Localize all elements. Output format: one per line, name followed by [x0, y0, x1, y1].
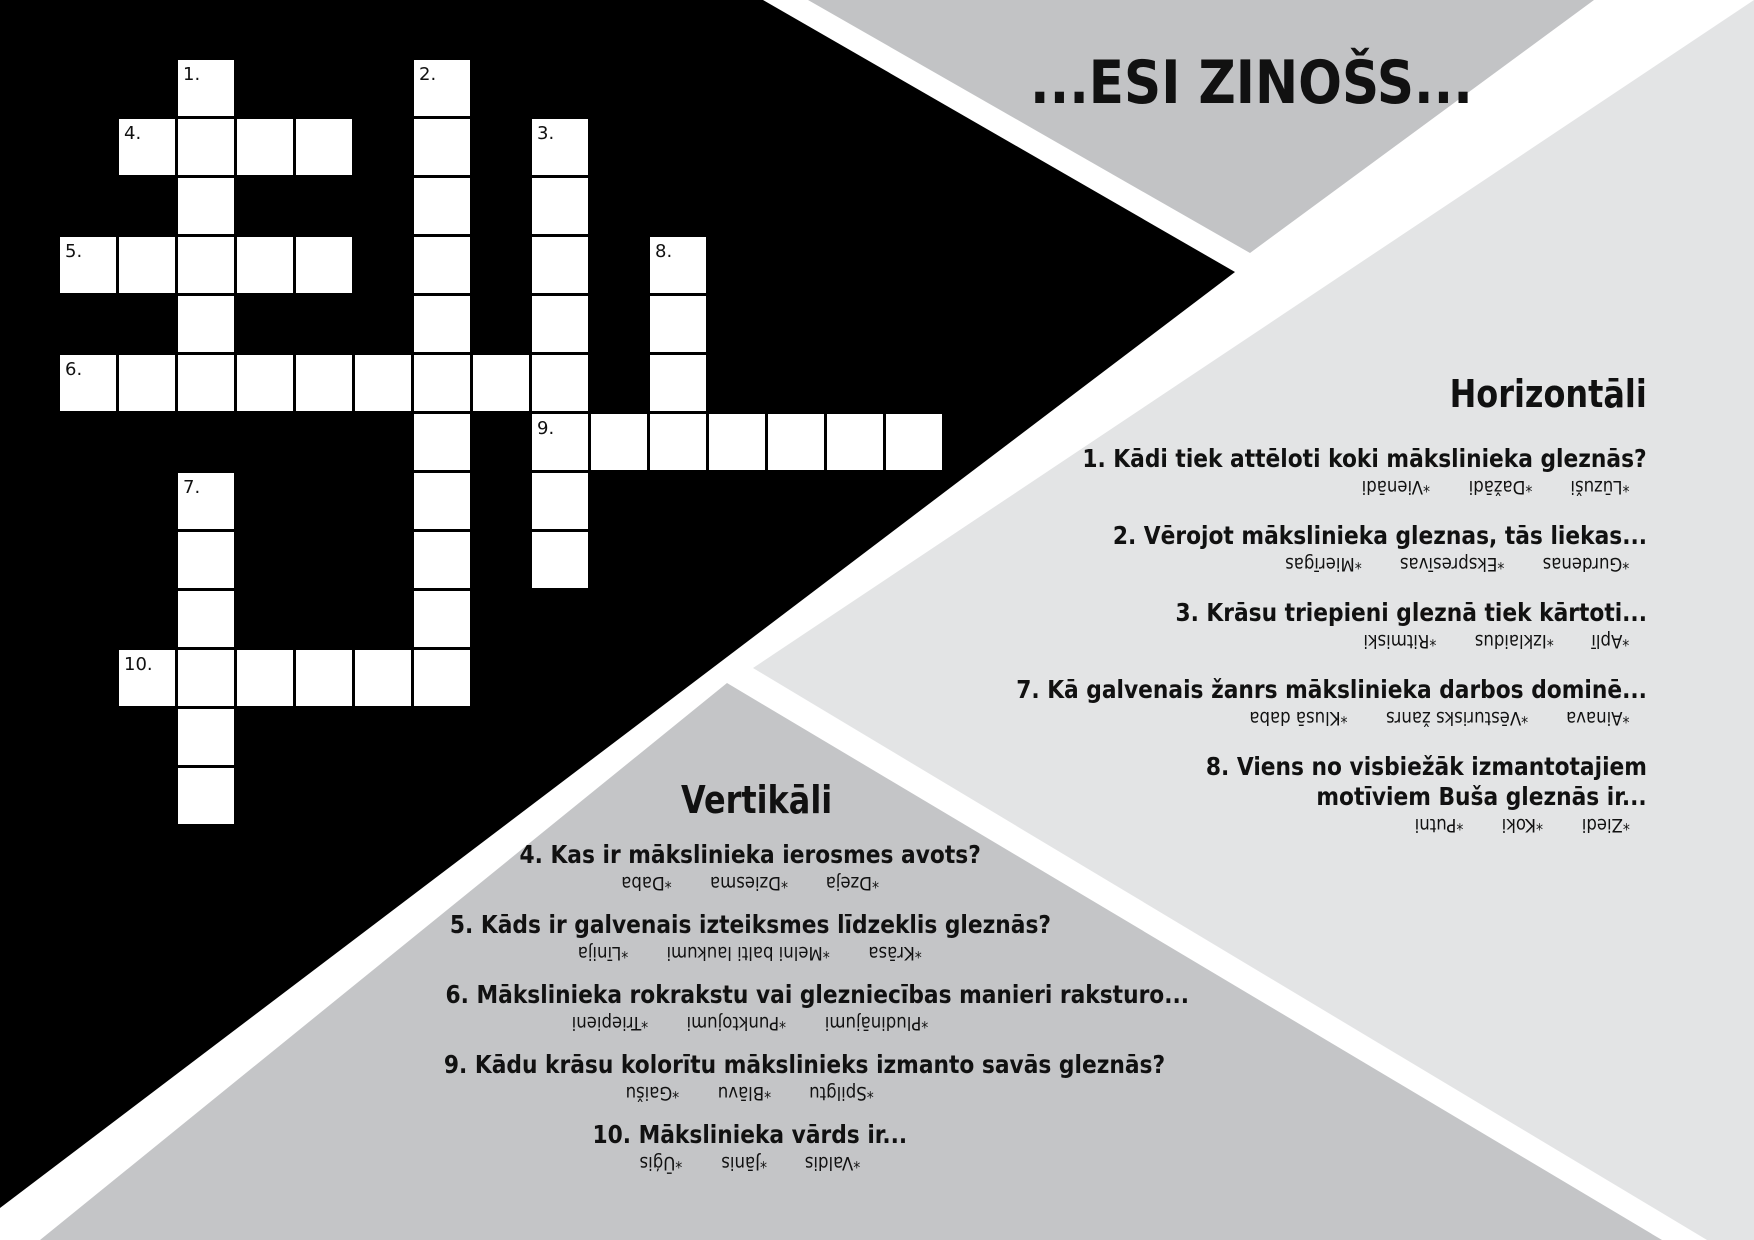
crossword-cell[interactable]: [414, 296, 470, 352]
crossword-cell[interactable]: [178, 591, 234, 647]
crossword-cell[interactable]: [414, 355, 470, 411]
crossword-cell[interactable]: [532, 119, 588, 175]
crossword-cell[interactable]: [237, 355, 293, 411]
clue-question: 1. Kādi tiek attēloti koki mākslinieka gleznās?: [1082, 444, 1647, 473]
answer-option[interactable]: *Triepieni: [571, 1012, 649, 1034]
crossword-cell[interactable]: [178, 178, 234, 234]
answer-option[interactable]: *Melni balti laukumi: [666, 942, 831, 964]
crossword-cell[interactable]: [414, 178, 470, 234]
crossword-cell[interactable]: [119, 119, 175, 175]
crossword-cell[interactable]: [355, 355, 411, 411]
answer-option[interactable]: *Ritmiski: [1363, 630, 1437, 652]
crossword-cell[interactable]: [60, 237, 116, 293]
answer-option[interactable]: *Punktojumi: [686, 1012, 787, 1034]
clue-options: [437, 870, 1063, 895]
crossword-cell[interactable]: [296, 237, 352, 293]
crossword-cell[interactable]: [178, 237, 234, 293]
answer-option[interactable]: *Lūzuši: [1570, 476, 1630, 498]
clue-v-10: [390, 1120, 1110, 1175]
clue-question: 2. Vērojot mākslinieka gleznas, tās liekas...: [1112, 521, 1647, 550]
crossword-cell[interactable]: [237, 237, 293, 293]
cell-number: 1.: [183, 64, 201, 85]
crossword-cell[interactable]: [178, 60, 234, 116]
crossword-cell[interactable]: [119, 237, 175, 293]
crossword-cell[interactable]: [414, 119, 470, 175]
crossword-cell[interactable]: [178, 355, 234, 411]
crossword-cell[interactable]: [532, 532, 588, 588]
crossword-cell[interactable]: [650, 355, 706, 411]
clue-v-5: [390, 910, 1110, 965]
crossword-cell[interactable]: [532, 414, 588, 470]
crossword-cell[interactable]: [414, 591, 470, 647]
answer-option[interactable]: *Gaišu: [625, 1082, 680, 1104]
cell-number: 6.: [65, 359, 83, 380]
vertical-clues: [390, 840, 1190, 1190]
answer-option[interactable]: *Blāvu: [717, 1082, 772, 1104]
crossword-cell[interactable]: [532, 296, 588, 352]
clue-question: 10. Mākslinieka vārds ir...: [592, 1120, 908, 1149]
crossword-cell[interactable]: [178, 650, 234, 706]
crossword-cell[interactable]: [591, 414, 647, 470]
clue-question: 8. Viens no visbiežāk izmantotajiem: [1205, 752, 1647, 781]
clue-question: 6. Mākslinieka rokrakstu vai glezniecības manieri raksturo...: [445, 980, 1190, 1009]
clue-h-8: [847, 752, 1647, 837]
vertical-heading: Vertikāli: [681, 778, 833, 822]
crossword-cell[interactable]: [532, 178, 588, 234]
crossword-cell[interactable]: [650, 237, 706, 293]
answer-option[interactable]: *Valdis: [804, 1152, 861, 1174]
clue-options: [951, 474, 1647, 499]
horizontal-clues: [847, 444, 1647, 859]
answer-option[interactable]: *Koki: [1501, 814, 1544, 836]
answer-option[interactable]: *Putni: [1414, 814, 1464, 836]
crossword-cell[interactable]: [119, 650, 175, 706]
answer-option[interactable]: *Līnija: [578, 942, 629, 964]
clue-options: [951, 628, 1647, 653]
crossword-cell[interactable]: [178, 532, 234, 588]
crossword-cell[interactable]: [119, 355, 175, 411]
cell-number: 7.: [183, 477, 201, 498]
crossword-cell[interactable]: [296, 119, 352, 175]
crossword-cell[interactable]: [237, 119, 293, 175]
crossword-cell[interactable]: [473, 355, 529, 411]
crossword-cell[interactable]: [414, 60, 470, 116]
cell-number: 9.: [537, 418, 555, 439]
answer-option[interactable]: *Pludinājumi: [824, 1012, 929, 1034]
crossword-cell[interactable]: [178, 119, 234, 175]
crossword-cell[interactable]: [650, 296, 706, 352]
answer-option[interactable]: *Aplī: [1591, 630, 1630, 652]
clue-question-line2: motīviem Buša gleznās ir...: [1316, 782, 1647, 811]
clue-options: [437, 1010, 1063, 1035]
cell-number: 8.: [655, 241, 673, 262]
clue-options: [437, 1080, 1063, 1105]
answer-option[interactable]: *Gurdenas: [1542, 553, 1630, 575]
cell-number: 5.: [65, 241, 83, 262]
clue-h-7: [847, 675, 1647, 730]
answer-option[interactable]: *Ekspresīvas: [1400, 553, 1505, 575]
clue-question: 4. Kas ir mākslinieka ierosmes avots?: [519, 840, 981, 869]
crossword-cell[interactable]: [709, 414, 765, 470]
horizontal-heading: Horizontāli: [1449, 372, 1647, 416]
clue-options: [951, 812, 1647, 837]
clue-v-4: [390, 840, 1110, 895]
crossword-cell[interactable]: [237, 650, 293, 706]
answer-option[interactable]: *Izklaidus: [1474, 630, 1554, 652]
crossword-cell[interactable]: [414, 237, 470, 293]
crossword-cell[interactable]: [178, 296, 234, 352]
crossword-cell[interactable]: [178, 473, 234, 529]
answer-option[interactable]: *Mierīgas: [1285, 553, 1362, 575]
clue-question: 5. Kāds ir galvenais izteiksmes līdzeklis gleznās?: [449, 910, 1051, 939]
answer-option[interactable]: *Krāsa: [868, 942, 922, 964]
clue-options: [437, 940, 1063, 965]
crossword-cell[interactable]: [60, 355, 116, 411]
crossword-cell[interactable]: [532, 237, 588, 293]
answer-option[interactable]: *Ainava: [1566, 707, 1630, 729]
clue-h-1: [847, 444, 1647, 499]
answer-option[interactable]: *Jānis: [720, 1152, 767, 1174]
crossword-cell[interactable]: [532, 355, 588, 411]
crossword-cell[interactable]: [296, 650, 352, 706]
crossword-cell[interactable]: [355, 650, 411, 706]
clue-options: [951, 705, 1647, 730]
cell-number: 10.: [124, 654, 153, 675]
clue-options: [951, 551, 1647, 576]
crossword-cell[interactable]: [414, 473, 470, 529]
answer-option[interactable]: *Daba: [620, 872, 672, 894]
crossword-cell[interactable]: [650, 414, 706, 470]
crossword-cell[interactable]: [178, 768, 234, 824]
answer-option[interactable]: *Ūģis: [639, 1152, 683, 1174]
cell-number: 4.: [124, 123, 142, 144]
answer-option[interactable]: *Klusā daba: [1249, 707, 1348, 729]
cell-number: 2.: [419, 64, 437, 85]
clue-h-3: [847, 598, 1647, 653]
clue-v-6: [390, 980, 1190, 1035]
answer-option[interactable]: *Dažādi: [1468, 476, 1533, 498]
answer-option[interactable]: *Dzeja: [825, 872, 880, 894]
crossword-cell[interactable]: [296, 355, 352, 411]
answer-option[interactable]: *Spilgtu: [809, 1082, 875, 1104]
clue-question: 7. Kā galvenais žanrs mākslinieka darbos dominē...: [1016, 675, 1647, 704]
cell-number: 3.: [537, 123, 555, 144]
answer-option[interactable]: *Dziesma: [709, 872, 788, 894]
crossword-cell[interactable]: [768, 414, 824, 470]
answer-option[interactable]: *Ziedi: [1581, 814, 1630, 836]
crossword-cell[interactable]: [178, 709, 234, 765]
answer-option[interactable]: *Vienādi: [1361, 476, 1431, 498]
clue-h-2: [847, 521, 1647, 576]
crossword-cell[interactable]: [414, 650, 470, 706]
crossword-cell[interactable]: [532, 473, 588, 529]
clue-question: 9. Kādu krāsu kolorītu mākslinieks izmanto savās gleznās?: [443, 1050, 1166, 1079]
clue-v-9: [390, 1050, 1166, 1105]
answer-option[interactable]: *Vēsturisks žanrs: [1385, 707, 1528, 729]
clue-question: 3. Krāsu triepieni gleznā tiek kārtoti...: [1175, 598, 1647, 627]
crossword-cell[interactable]: [414, 532, 470, 588]
crossword-cell[interactable]: [414, 414, 470, 470]
page-title: ...ESI ZINOŠS...: [1030, 48, 1473, 118]
clue-options: [437, 1150, 1063, 1175]
